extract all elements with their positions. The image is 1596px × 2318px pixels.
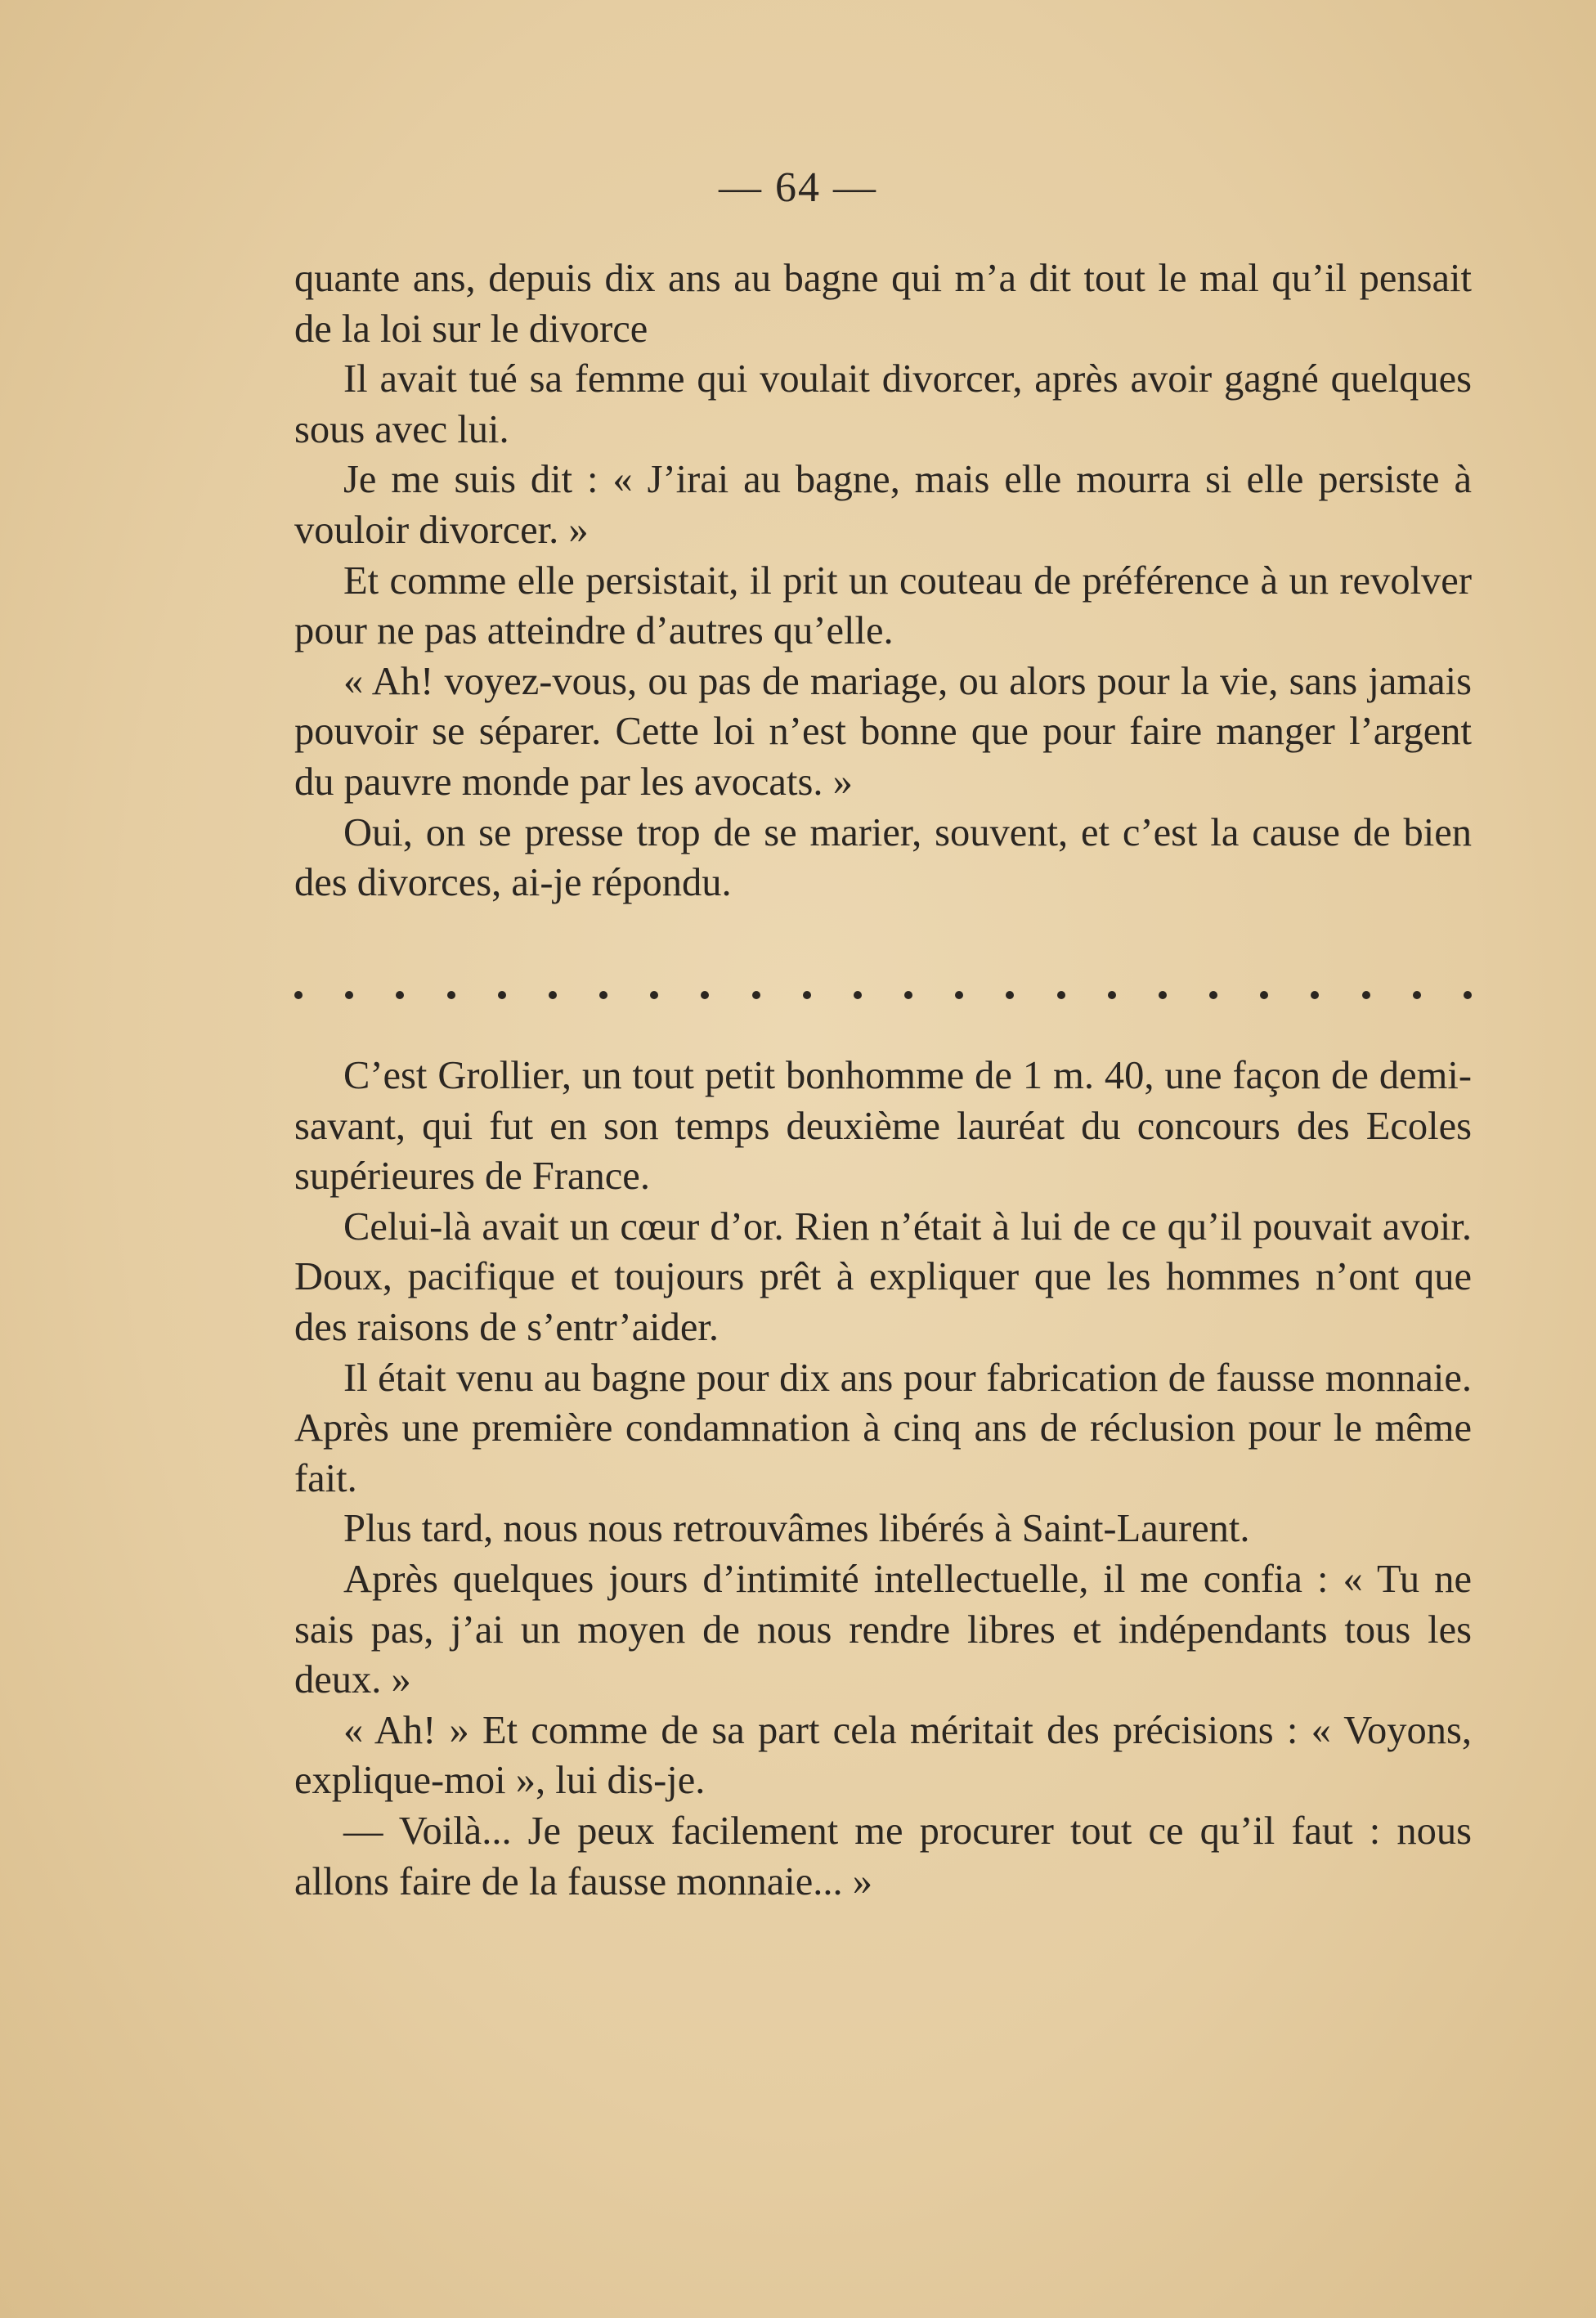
paragraph: quante ans, depuis dix ans au bagne qui m’a dit tout le mal qu’il pensait de la loi sur le divorce bbox=[294, 257, 1472, 351]
paragraph: Après quelques jours d’intimité intellectuelle, il me confia : « Tu ne sais pas, j’ai un moyen de nous rendre libres et indépendants tous les deux. » bbox=[294, 1557, 1472, 1702]
paragraph: Plus tard, nous nous retrouvâmes libérés à Saint-Laurent. bbox=[343, 1507, 1250, 1551]
separator-dot bbox=[1362, 991, 1370, 999]
separator-dot bbox=[498, 991, 506, 999]
page-number: — 64 — bbox=[719, 164, 877, 211]
paragraph: « Ah! » Et comme de sa part cela méritait des précisions : « Voyons, explique-moi », lui dis-je. bbox=[294, 1708, 1472, 1803]
separator-dot bbox=[854, 991, 862, 999]
separator-dot bbox=[396, 991, 404, 999]
separator-dot bbox=[294, 991, 303, 999]
separator-dot bbox=[1209, 991, 1217, 999]
paragraph: « Ah! voyez-vous, ou pas de mariage, ou alors pour la vie, sans jamais pouvoir se séparer. Cette loi n’est bonne que pour faire manger l’argent du pauvre monde par les avocats. » bbox=[294, 659, 1472, 804]
section-1 bbox=[294, 253, 1472, 908]
separator-dot bbox=[1159, 991, 1167, 999]
paragraph: Il était venu au bagne pour dix ans pour fabrication de fausse monnaie. Après une première condamnation à cinq ans de réclusion pour le même fait. bbox=[294, 1356, 1472, 1500]
separator-dot bbox=[955, 991, 963, 999]
paragraph: Il avait tué sa femme qui voulait divorcer, après avoir gagné quelques sous avec lui. bbox=[294, 357, 1472, 451]
separator-dot bbox=[1311, 991, 1319, 999]
separator-dot bbox=[701, 991, 709, 999]
paragraph: C’est Grollier, un tout petit bonhomme de 1 m. 40, une façon de demi-savant, qui fut en son temps deuxième lauréat du concours des Ecoles supérieures de France. bbox=[294, 1054, 1472, 1199]
paragraph: Je me suis dit : « J’irai au bagne, mais elle mourra si elle persiste à vouloir divorcer. » bbox=[294, 458, 1472, 552]
paragraph: Oui, on se presse trop de se marier, souvent, et c’est la cause de bien des divorces, ai-je répondu. bbox=[294, 810, 1472, 905]
section-2 bbox=[294, 1051, 1472, 1907]
separator-dot bbox=[752, 991, 760, 999]
separator-dot bbox=[1413, 991, 1421, 999]
separator-dot bbox=[1464, 991, 1472, 999]
section-separator-dots bbox=[294, 991, 1472, 999]
separator-dot bbox=[345, 991, 353, 999]
separator-dot bbox=[1057, 991, 1065, 999]
separator-dot bbox=[549, 991, 557, 999]
separator-dot bbox=[1108, 991, 1116, 999]
separator-dot bbox=[803, 991, 811, 999]
separator-dot bbox=[650, 991, 658, 999]
separator-dot bbox=[599, 991, 607, 999]
separator-dot bbox=[1260, 991, 1268, 999]
separator-dot bbox=[447, 991, 455, 999]
separator-dot bbox=[1006, 991, 1014, 999]
separator-dot bbox=[904, 991, 912, 999]
paragraph: Celui-là avait un cœur d’or. Rien n’était à lui de ce qu’il pouvait avoir. Doux, pacifique et toujours prêt à expliquer que les hommes n’ont que des raisons de s’entr’aider. bbox=[294, 1204, 1472, 1349]
paragraph: Et comme elle persistait, il prit un couteau de préférence à un revolver pour ne pas atteindre d’autres qu’elle. bbox=[294, 558, 1472, 653]
paragraph: — Voilà... Je peux facilement me procurer tout ce qu’il faut : nous allons faire de la fausse monnaie... » bbox=[294, 1809, 1472, 1903]
